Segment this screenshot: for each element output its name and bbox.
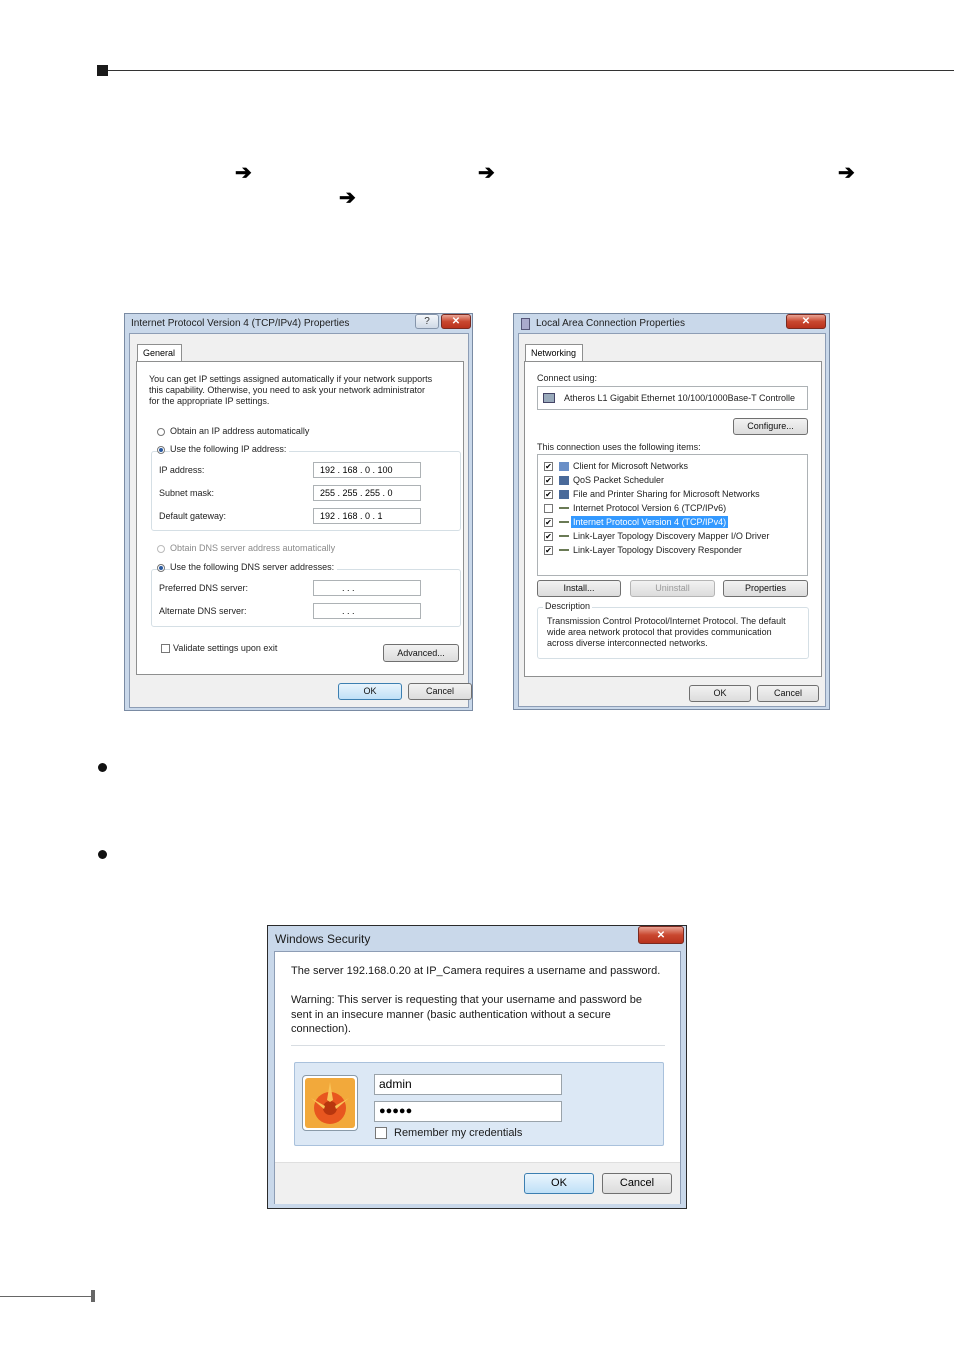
ok-button[interactable]: OK (689, 685, 751, 702)
ok-button[interactable]: OK (338, 683, 402, 700)
help-button[interactable]: ? (415, 314, 439, 329)
validate-checkbox[interactable] (161, 644, 170, 653)
close-button[interactable]: ✕ (638, 926, 684, 944)
manual-dns-label: Use the following DNS server addresses: (170, 562, 337, 572)
item-checkbox[interactable]: ✔ (545, 462, 552, 471)
preferred-dns-field[interactable]: . . . (313, 580, 421, 596)
item-label: QoS Packet Scheduler (573, 475, 665, 485)
list-item[interactable] (538, 460, 808, 474)
description-heading: Description (545, 601, 591, 611)
list-item[interactable] (538, 502, 808, 516)
arrow-icon: ➔ (235, 162, 252, 184)
arrow-icon: ➔ (838, 162, 855, 184)
intro-line: for the appropriate IP settings. (149, 396, 270, 406)
ip-address-label: IP address: (159, 465, 205, 475)
adapter-name: Atheros L1 Gigabit Ethernet 10/100/1000Base-T Controlle (564, 393, 795, 403)
alternate-dns-label: Alternate DNS server: (159, 606, 247, 616)
adapter-box (537, 386, 808, 410)
subnet-mask-label: Subnet mask: (159, 488, 215, 498)
auto-ip-radio[interactable] (157, 428, 165, 436)
username-field[interactable]: admin (374, 1074, 562, 1095)
gateway-field[interactable]: 192 . 168 . 0 . 1 (313, 508, 421, 524)
item-checkbox[interactable]: ✔ (545, 476, 552, 485)
network-client-icon (559, 462, 569, 471)
window-title: Internet Protocol Version 4 (TCP/IPv4) Properties (131, 318, 350, 329)
protocol-icon (559, 549, 569, 551)
description-line: Transmission Control Protocol/Internet Protocol. The default (547, 616, 786, 626)
subnet-mask-field[interactable]: 255 . 255 . 255 . 0 (313, 485, 421, 501)
item-checkbox[interactable]: ✔ (545, 490, 552, 499)
item-checkbox[interactable] (544, 504, 553, 513)
tab-general[interactable]: General (137, 344, 182, 362)
dialog-body (274, 951, 681, 1204)
properties-button[interactable]: Properties (723, 580, 808, 597)
flower-avatar-icon (305, 1078, 355, 1128)
warning-line: sent in an insecure manner (basic authentication without a secure (291, 1008, 611, 1021)
ok-button[interactable]: OK (524, 1173, 594, 1194)
arrow-icon: ➔ (478, 162, 495, 184)
preferred-dns-label: Preferred DNS server: (159, 583, 249, 593)
list-item[interactable] (538, 474, 808, 488)
footer-tick (91, 1290, 95, 1302)
password-field[interactable]: ●●●●● (374, 1101, 562, 1122)
footer-rule (0, 1296, 92, 1297)
auto-ip-label: Obtain an IP address automatically (170, 426, 310, 436)
protocol-icon (559, 507, 569, 509)
user-avatar (302, 1075, 358, 1131)
alternate-dns-field[interactable]: . . . (313, 603, 421, 619)
item-label: Internet Protocol Version 6 (TCP/IPv6) (573, 503, 727, 513)
validate-label: Validate settings upon exit (173, 643, 278, 653)
list-item[interactable] (538, 530, 808, 544)
item-label: Client for Microsoft Networks (573, 461, 689, 471)
button-bar (275, 1162, 680, 1204)
manual-dns-radio[interactable] (157, 564, 165, 572)
connect-using-label: Connect using: (537, 373, 598, 383)
header-rule (108, 70, 954, 71)
network-adapter-icon (543, 393, 555, 403)
protocol-icon (559, 521, 569, 523)
configure-button[interactable]: Configure... (733, 418, 808, 435)
dialog-body (518, 333, 826, 707)
warning-text (291, 993, 642, 1037)
auto-dns-radio[interactable] (157, 545, 165, 553)
lan-properties-window (513, 313, 830, 710)
networking-panel (524, 361, 822, 677)
header-square-marker (97, 65, 108, 76)
item-label: Internet Protocol Version 4 (TCP/IPv4) (573, 517, 727, 527)
close-button[interactable]: ✕ (786, 314, 826, 329)
windows-security-window (267, 925, 687, 1209)
description-line: across diverse interconnected networks. (547, 638, 708, 648)
close-button[interactable]: ✕ (441, 314, 471, 329)
uninstall-button[interactable]: Uninstall (630, 580, 715, 597)
description-line: wide area network protocol that provides communication (547, 627, 772, 637)
item-label: Link-Layer Topology Discovery Mapper I/O Driver (573, 531, 770, 541)
separator (291, 1045, 665, 1046)
install-button[interactable]: Install... (537, 580, 621, 597)
item-checkbox[interactable]: ✔ (545, 518, 552, 527)
general-panel (136, 361, 464, 675)
network-icon (521, 318, 530, 330)
window-title: Windows Security (275, 932, 371, 946)
intro-text (149, 374, 432, 407)
components-list (537, 454, 808, 576)
gateway-label: Default gateway: (159, 511, 227, 521)
tcpip-properties-window (124, 313, 473, 711)
credential-tile (294, 1062, 664, 1146)
item-checkbox[interactable]: ✔ (545, 532, 552, 541)
description-text (547, 616, 786, 649)
items-label: This connection uses the following items: (537, 442, 701, 452)
item-checkbox[interactable]: ✔ (545, 546, 552, 555)
item-label: File and Printer Sharing for Microsoft Networks (573, 489, 760, 499)
ip-address-field[interactable]: 192 . 168 . 0 . 100 (313, 462, 421, 478)
computer-icon (559, 476, 569, 485)
bullet-marker (98, 850, 107, 859)
server-message: The server 192.168.0.20 at IP_Camera requires a username and password. (291, 965, 661, 977)
intro-line: this capability. Otherwise, you need to ask your network administrator (149, 385, 425, 395)
computer-icon (559, 490, 569, 499)
list-item[interactable] (538, 488, 808, 502)
remember-label: Remember my credentials (394, 1127, 523, 1139)
manual-ip-label: Use the following IP address: (170, 444, 289, 454)
window-title: Local Area Connection Properties (536, 318, 685, 329)
manual-ip-radio[interactable] (157, 446, 165, 454)
list-item-selected[interactable] (538, 516, 808, 530)
warning-line: connection). (291, 1023, 351, 1035)
warning-line: Warning: This server is requesting that your username and password be (291, 994, 642, 1006)
item-label: Link-Layer Topology Discovery Responder (573, 545, 742, 555)
intro-line: You can get IP settings assigned automatically if your network supports (149, 374, 433, 384)
cancel-button[interactable]: Cancel (602, 1173, 672, 1194)
tab-networking[interactable]: Networking (525, 344, 583, 362)
auto-dns-label: Obtain DNS server address automatically (170, 543, 336, 553)
dialog-body (129, 333, 469, 708)
list-item[interactable] (538, 544, 808, 558)
protocol-icon (559, 535, 569, 537)
cancel-button[interactable]: Cancel (757, 685, 819, 702)
cancel-button[interactable]: Cancel (408, 683, 472, 700)
remember-checkbox[interactable] (375, 1127, 387, 1139)
arrow-icon: ➔ (339, 187, 356, 209)
advanced-button[interactable]: Advanced... (383, 644, 459, 662)
bullet-marker (98, 763, 107, 772)
